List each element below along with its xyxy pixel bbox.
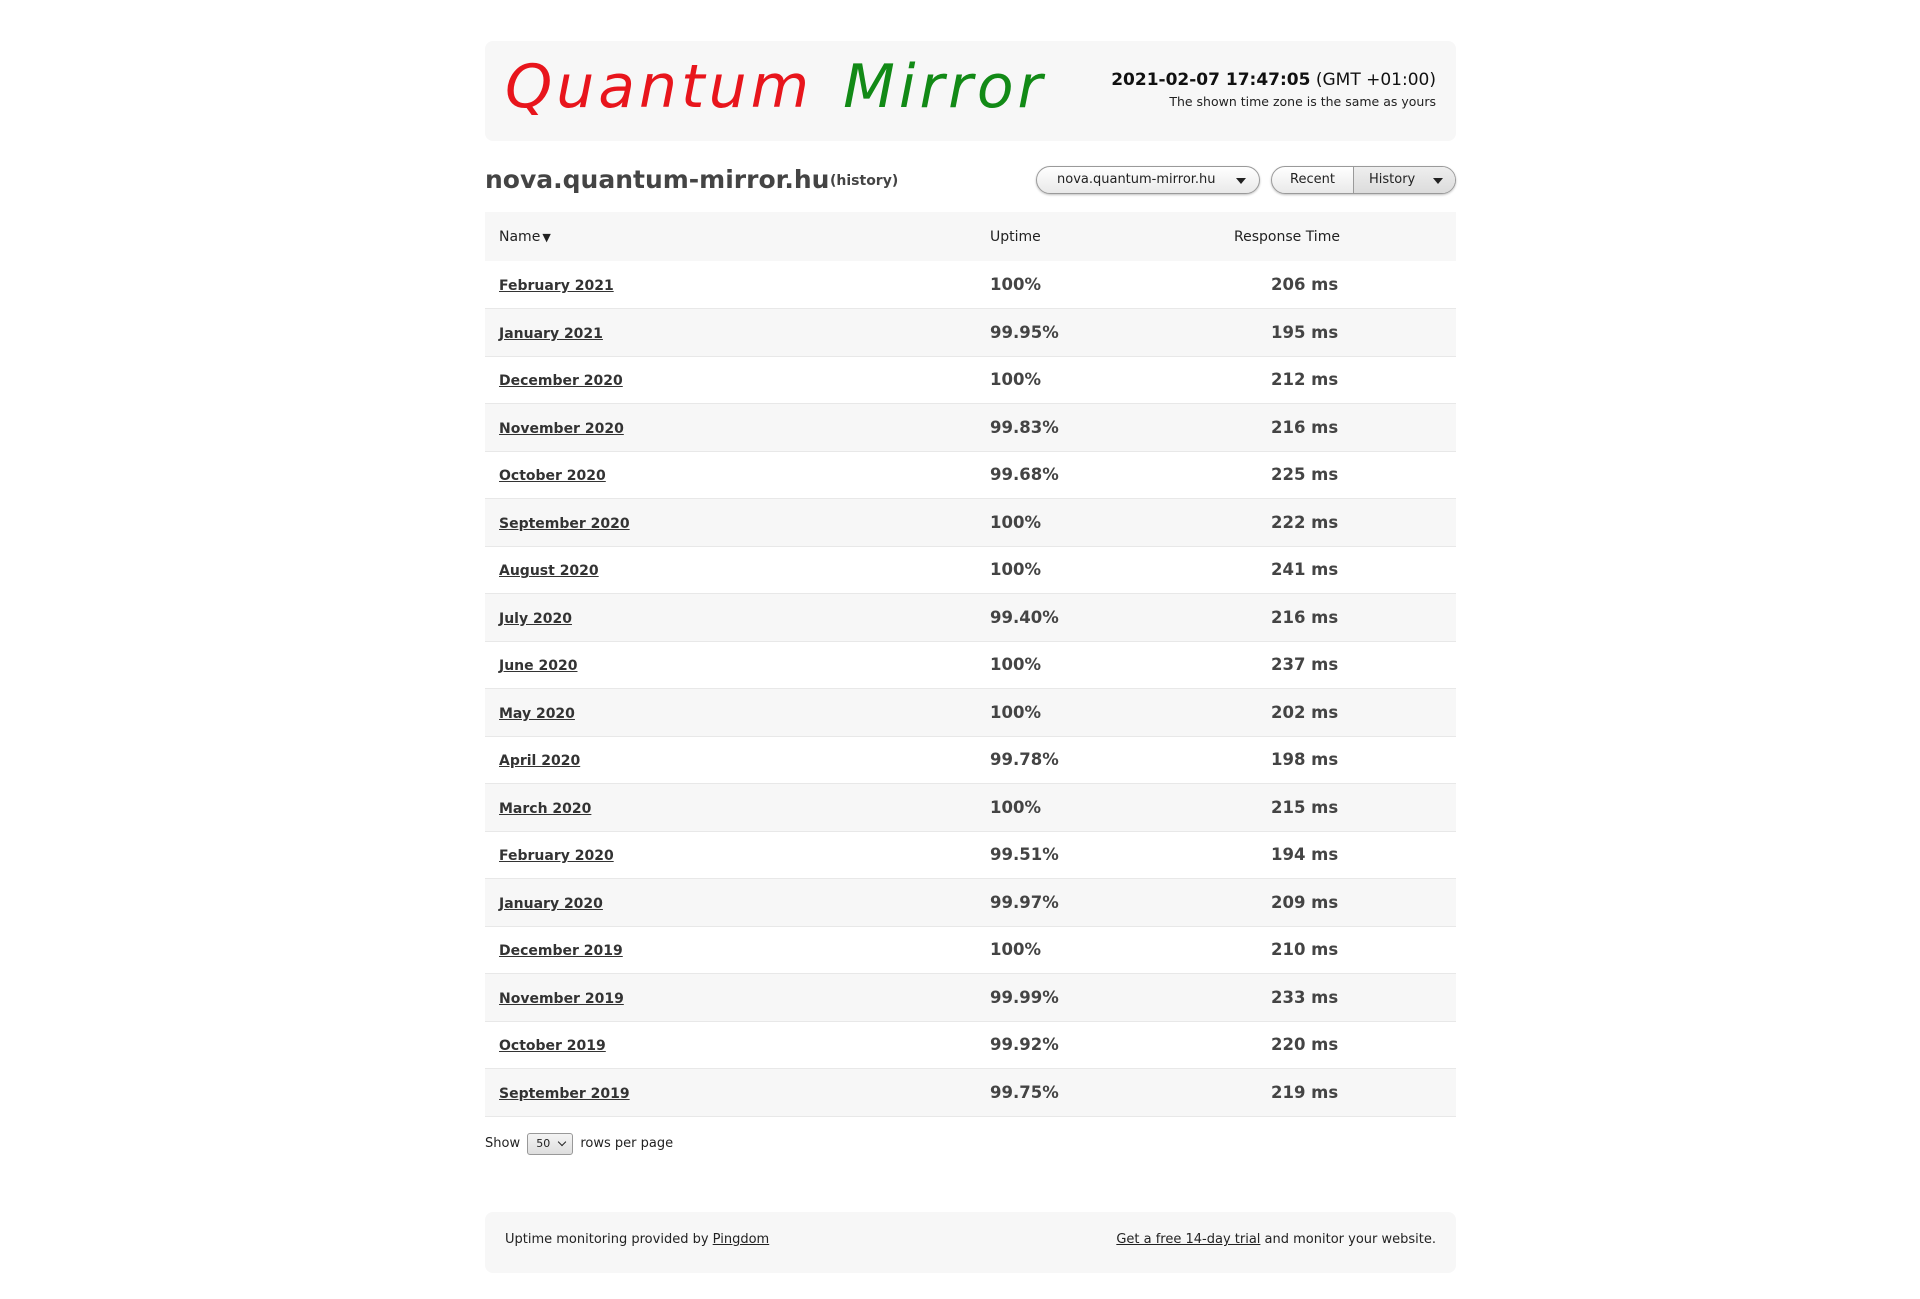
cell-month: [485, 404, 990, 452]
cell-uptime: 99.68%: [990, 465, 1059, 485]
cell-response-time: 220 ms: [1271, 1035, 1339, 1055]
cell-uptime: 99.40%: [990, 607, 1059, 627]
cell-uptime: 100%: [990, 940, 1041, 960]
month-link[interactable]: February 2020: [499, 848, 614, 865]
recent-button[interactable]: Recent: [1272, 167, 1354, 193]
cell-month: [485, 499, 990, 547]
footer-credit: [505, 1212, 769, 1268]
month-link[interactable]: October 2019: [499, 1038, 606, 1055]
clock-datetime: 2021-02-07 17:47:05: [1111, 70, 1311, 90]
cell-response-time: 219 ms: [1271, 1082, 1339, 1102]
month-link[interactable]: January 2021: [499, 325, 603, 342]
logo-word-mirror: Mirror: [843, 52, 1047, 122]
cell-response-time: 210 ms: [1271, 940, 1339, 960]
month-link[interactable]: October 2020: [499, 468, 606, 485]
cell-uptime: 100%: [990, 512, 1041, 532]
table-row: [485, 736, 1456, 784]
cell-uptime: 99.51%: [990, 845, 1059, 865]
month-link[interactable]: February 2021: [499, 278, 614, 294]
month-link[interactable]: November 2019: [499, 990, 624, 1007]
cell-response-time: 222 ms: [1271, 512, 1339, 532]
table-row: [485, 404, 1456, 452]
domain-select-value: nova.quantum-mirror.hu: [1057, 172, 1216, 187]
page-title: nova.quantum-mirror.hu: [485, 165, 830, 194]
table-header-row: [485, 212, 1456, 261]
history-button-label: History: [1369, 172, 1416, 187]
cell-month: [485, 689, 990, 737]
caret-down-icon: [1236, 178, 1246, 184]
cell-response-time: 216 ms: [1271, 607, 1339, 627]
clock-timezone: (GMT +01:00): [1315, 70, 1436, 90]
month-link[interactable]: December 2020: [499, 373, 623, 390]
table-row: [485, 879, 1456, 927]
cell-uptime: 100%: [990, 702, 1041, 722]
table-row: [485, 689, 1456, 737]
cell-month: [485, 356, 990, 404]
footer-credit-text: Uptime monitoring provided by: [505, 1232, 709, 1247]
month-link[interactable]: April 2020: [499, 753, 581, 770]
cell-month: [485, 641, 990, 689]
cell-month: [485, 736, 990, 784]
table-row: [485, 309, 1456, 357]
month-link[interactable]: March 2020: [499, 800, 592, 817]
table-row: [485, 451, 1456, 499]
caret-down-icon: [1433, 178, 1443, 184]
cell-response-time: 237 ms: [1271, 655, 1339, 675]
cell-response-time: 202 ms: [1271, 702, 1339, 722]
cell-response-time: 206 ms: [1271, 275, 1339, 294]
rows-per-page-label: rows per page: [580, 1136, 674, 1151]
cell-uptime: 99.97%: [990, 892, 1059, 912]
domain-select[interactable]: [1036, 166, 1260, 194]
cell-uptime: 99.95%: [990, 322, 1059, 342]
month-link[interactable]: November 2020: [499, 420, 624, 437]
column-header-uptime[interactable]: Uptime: [990, 228, 1041, 245]
table-row: [485, 546, 1456, 594]
cell-response-time: 194 ms: [1271, 845, 1339, 865]
cell-response-time: 195 ms: [1271, 322, 1339, 342]
page-subtitle: (history): [830, 173, 899, 189]
cell-response-time: 198 ms: [1271, 750, 1339, 770]
cell-month: [485, 1021, 990, 1069]
history-table: [485, 212, 1456, 1117]
pagination-controls: [485, 1132, 673, 1156]
cell-uptime: 99.99%: [990, 987, 1059, 1007]
column-header-name-label: Name: [499, 228, 541, 245]
footer-trial: [1116, 1212, 1436, 1268]
table-row: [485, 499, 1456, 547]
clock: [1111, 70, 1436, 109]
month-link[interactable]: September 2020: [499, 515, 630, 532]
cell-uptime: 100%: [990, 370, 1041, 390]
table-row: [485, 1021, 1456, 1069]
cell-response-time: 233 ms: [1271, 987, 1339, 1007]
month-link[interactable]: June 2020: [499, 658, 578, 675]
title-bar: [485, 162, 1456, 198]
chevron-down-icon: [558, 1137, 566, 1145]
month-link[interactable]: July 2020: [499, 610, 572, 627]
clock-time: [1111, 70, 1436, 90]
cell-month: [485, 831, 990, 879]
cell-response-time: 225 ms: [1271, 465, 1339, 485]
cell-uptime: 99.92%: [990, 1035, 1059, 1055]
page-container: [485, 41, 1456, 141]
month-link[interactable]: May 2020: [499, 705, 575, 722]
site-logo: [505, 47, 1046, 127]
cell-uptime: 100%: [990, 797, 1041, 817]
cell-month: [485, 451, 990, 499]
rows-per-page-value: 50: [536, 1136, 551, 1150]
column-header-response-time[interactable]: Response Time: [1234, 228, 1340, 245]
rows-per-page-select[interactable]: [527, 1133, 573, 1155]
cell-month: [485, 546, 990, 594]
table-row: [485, 356, 1456, 404]
table-row: [485, 641, 1456, 689]
cell-uptime: 99.75%: [990, 1082, 1059, 1102]
table-row: [485, 974, 1456, 1022]
month-link[interactable]: January 2020: [499, 895, 603, 912]
cell-response-time: 216 ms: [1271, 417, 1339, 437]
table-row: [485, 926, 1456, 974]
cell-month: [485, 309, 990, 357]
cell-month: [485, 926, 990, 974]
month-link[interactable]: September 2019: [499, 1085, 630, 1102]
show-label: Show: [485, 1136, 521, 1151]
cell-month: [485, 784, 990, 832]
table-row: [485, 831, 1456, 879]
table-body: [485, 261, 1456, 1116]
cell-month: [485, 261, 990, 309]
cell-response-time: 209 ms: [1271, 892, 1339, 912]
cell-response-time: 215 ms: [1271, 797, 1339, 817]
history-dropdown-button[interactable]: [1354, 167, 1456, 193]
cell-uptime: 99.83%: [990, 417, 1059, 437]
cell-month: [485, 879, 990, 927]
view-switcher: [1271, 166, 1456, 194]
month-link[interactable]: August 2020: [499, 563, 599, 580]
logo-word-quantum: Quantum: [505, 52, 814, 122]
table-row: [485, 784, 1456, 832]
footer: [485, 1212, 1456, 1273]
sort-down-icon: ▼: [542, 230, 551, 244]
cell-response-time: 241 ms: [1271, 560, 1339, 580]
header-banner: [485, 41, 1456, 141]
cell-uptime: 100%: [990, 275, 1041, 294]
month-link[interactable]: December 2019: [499, 943, 623, 960]
cell-uptime: 100%: [990, 560, 1041, 580]
cell-uptime: 99.78%: [990, 750, 1059, 770]
cell-month: [485, 974, 990, 1022]
pingdom-link[interactable]: Pingdom: [712, 1232, 770, 1247]
table-row: [485, 261, 1456, 309]
timezone-note: The shown time zone is the same as yours: [1169, 94, 1436, 109]
cell-month: [485, 594, 990, 642]
cell-response-time: 212 ms: [1271, 370, 1339, 390]
table-row: [485, 594, 1456, 642]
cell-month: [485, 1069, 990, 1117]
column-header-name[interactable]: [485, 212, 990, 261]
footer-trial-text: and monitor your website.: [1264, 1232, 1436, 1247]
cell-uptime: 100%: [990, 655, 1041, 675]
free-trial-link[interactable]: Get a free 14-day trial: [1116, 1232, 1261, 1247]
table-row: [485, 1069, 1456, 1117]
